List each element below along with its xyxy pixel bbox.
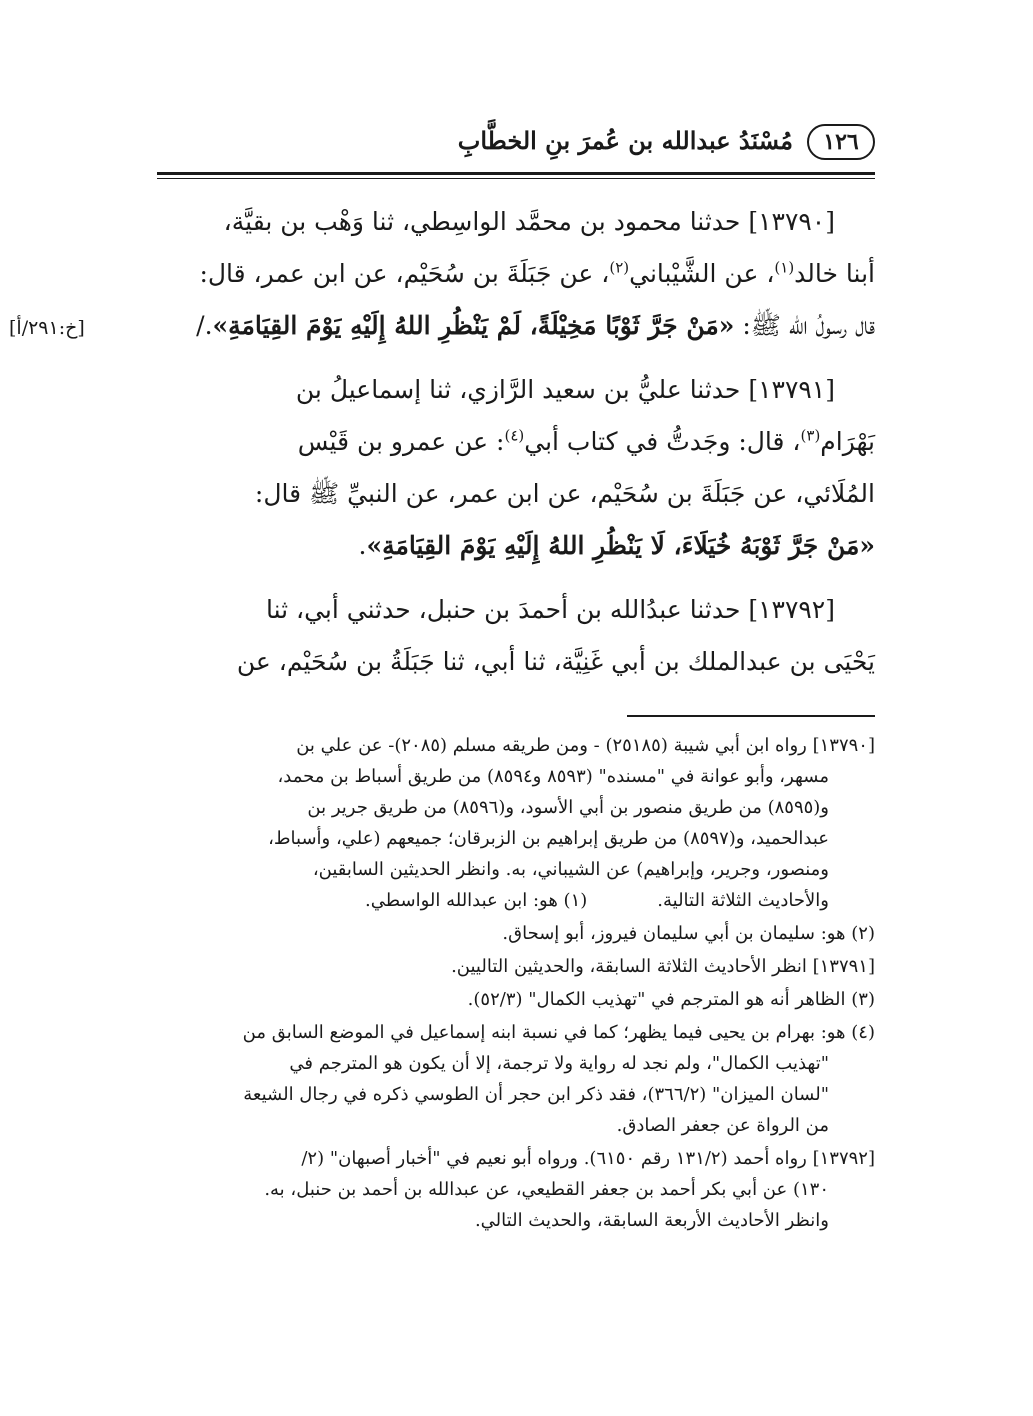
text-line <box>157 300 875 352</box>
prophetic-saying: «مَنْ جَرَّ ثَوْبًا مَخِيْلَةً، لَمْ يَنْظُرِ اللهُ إِلَيْهِ يَوْمَ القِيَامَةِ» <box>212 311 735 340</box>
hadith-block <box>157 364 875 572</box>
text-segment: قال رسولُ الله ﷺ: <box>734 311 875 340</box>
footnote-line-text: والأحاديث الثلاثة التالية. <box>657 890 829 911</box>
text-segment: : عن عمرو بن قَيْس <box>297 427 505 456</box>
footnote-ref: (٣) <box>800 426 821 445</box>
footnote-line: [١٣٧٩١] انظر الأحاديث الثلاثة السابقة، والحديثين التاليين. <box>451 956 875 977</box>
footnote-line: "لسان الميزان" (٣٦٦/٢)، فقد ذكر ابن حجر أن الطوسي ذكره في رجال الشيعة <box>243 1084 829 1105</box>
footnote-line <box>163 885 875 916</box>
hadith-block <box>157 196 875 352</box>
footnote-line: (٢) هو: سليمان بن أبي سليمان فيروز، أبو إسحاق. <box>502 923 875 944</box>
footnote-ref: (٢) <box>609 258 630 277</box>
text-line <box>157 416 875 468</box>
prophetic-saying: «مَنْ جَرَّ ثَوْبَهُ خُيَلَاءَ، لَا يَنْظُرِ اللهُ إِلَيْهِ يَوْمَ القِيَامَةِ» <box>366 531 875 560</box>
footnote-ref: (٤) <box>504 426 525 445</box>
text-segment: ، عن الشَّيْباني <box>629 259 775 288</box>
inline-footnote: (١) هو: ابن عبدالله الواسطي. <box>365 890 588 911</box>
footnote <box>163 951 875 982</box>
text-segment: [١٣٧٩٢] حدثنا عبدُالله بن أحمدَ بن حنبل، حدثني أبي، ثنا <box>265 595 835 624</box>
text-line <box>157 468 875 520</box>
footnote-line: ١٣٠) عن أبي بكر أحمد بن جعفر القطيعي، عن عبدالله بن أحمد بن حنبل، به. <box>264 1179 829 1200</box>
hadith-block <box>157 584 875 688</box>
text-segment: المُلَائي، عن جَبَلَةَ بن سُحَيْم، عن ابن عمر، عن النبيِّ ﷺ قال: <box>254 479 875 508</box>
footnote <box>163 918 875 949</box>
running-title: مُسْنَدُ عبدالله بن عُمرَ بنِ الخطَّابِ <box>457 126 793 155</box>
text-segment: . <box>358 531 367 560</box>
text-segment: يَحْيَى بن عبدالملك بن أبي غَنِيَّة، ثنا أبي، ثنا جَبَلَةُ بن سُحَيْم، عن <box>236 647 875 676</box>
text-line <box>157 364 875 416</box>
text-segment: ./ <box>196 311 213 340</box>
text-segment: ، عن جَبَلَةَ بن سُحَيْم، عن ابن عمر، قال: <box>199 259 610 288</box>
header-rule-thin <box>157 178 875 179</box>
footnote-line: عبدالحميد، و(٨٥٩٧) من طريق إبراهيم بن الزبرقان؛ جميعهم (علي، وأسباط، <box>268 828 829 849</box>
text-line <box>157 584 875 636</box>
text-segment: [١٣٧٩١] حدثنا عليُّ بن سعيد الرَّازي، ثنا إسماعيلُ بن <box>295 375 835 404</box>
footnotes <box>163 730 875 1238</box>
page-header <box>157 118 875 166</box>
footnote-line: ومنصور، وجرير، وإبراهيم) عن الشيباني، به. وانظر الحديثين السابقين، <box>312 859 829 880</box>
text-line <box>157 248 875 300</box>
footnote <box>163 984 875 1015</box>
footnote-line: [١٣٧٩٠] رواه ابن أبي شيبة (٢٥١٨٥) - ومن طريقه مسلم (٢٠٨٥)- عن علي بن <box>296 735 875 756</box>
footnote <box>163 1017 875 1141</box>
header-rule-thick <box>157 172 875 175</box>
main-text <box>9 196 875 700</box>
text-segment: ، قال: وجَدتُّ في كتاب أبي <box>524 427 801 456</box>
footnote-line: وانظر الأحاديث الأربعة السابقة، والحديث التالي. <box>474 1210 829 1231</box>
footnote-line: (٤) هو: بهرام بن يحيى فيما يظهر؛ كما في نسبة ابنه إسماعيل في الموضع السابق من <box>242 1022 875 1043</box>
text-segment: [١٣٧٩٠] حدثنا محمود بن محمَّد الواسِطي، ثنا وَهْب بن بقيَّة، <box>223 207 835 236</box>
manuscript-margin-note: [خ:٢٩١/أ] <box>9 317 85 339</box>
text-line <box>157 196 875 248</box>
footnote <box>163 730 875 916</box>
footnote-line: [١٣٧٩٢] رواه أحمد (١٣١/٢ رقم ٦١٥٠). ورواه أبو نعيم في "أخبار أصبهان" (٢/ <box>301 1148 875 1169</box>
page-number: ١٢٦ <box>807 124 875 160</box>
footnote-line: و(٨٥٩٥) من طريق منصور بن أبي الأسود، و(٨٥٩٦) من طريق جرير بن <box>307 797 829 818</box>
footnote <box>163 1143 875 1236</box>
text-segment: بَهْرَام <box>820 427 875 456</box>
text-line <box>157 520 875 572</box>
text-line <box>157 636 875 688</box>
footnote-line: مسهر، وأبو عوانة في "مسنده" (٨٥٩٣ و٨٥٩٤) من طريق أسباط بن محمد، <box>277 766 829 787</box>
footnote-line: "تهذيب الكمال"، ولم نجد له رواية ولا ترجمة، إلا أن يكون هو المترجم في <box>289 1053 829 1074</box>
footnote-line: من الرواة عن جعفر الصادق. <box>616 1115 829 1136</box>
footnote-line: (٣) الظاهر أنه هو المترجم في "تهذيب الكمال" (٥٢/٣). <box>467 989 875 1010</box>
text-segment: أبنا خالد <box>794 259 875 288</box>
footnote-separator <box>627 715 875 717</box>
footnote-ref: (١) <box>774 258 795 277</box>
